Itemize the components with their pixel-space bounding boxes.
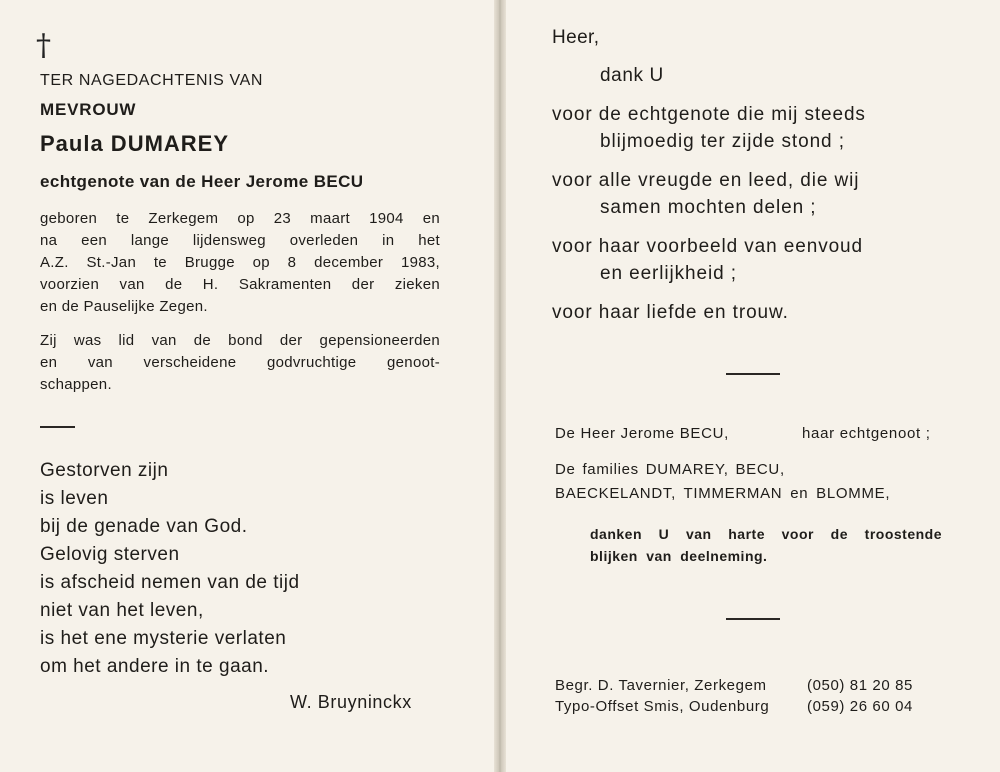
thanks-line: samen mochten delen ; [600, 197, 817, 218]
divider [40, 426, 75, 428]
poem-line: is het ene mysterie verlaten [40, 628, 287, 649]
poem-line: om het andere in te gaan. [40, 656, 270, 677]
poem-line: Gelovig sterven [40, 544, 180, 565]
closing-thanks-line: blijken van deelneming. [590, 548, 768, 564]
biography-line: en de Pauselijke Zegen. [40, 298, 208, 315]
biography-paragraph [40, 208, 440, 318]
membership-paragraph [40, 330, 440, 396]
closing-thanks [590, 523, 942, 567]
poem-line: is leven [40, 488, 109, 509]
poem-line: niet van het leven, [40, 600, 204, 621]
in-memory-heading: TER NAGEDACHTENIS VAN [40, 72, 263, 89]
printer-phone: (059) 26 60 04 [807, 698, 913, 715]
card-fold [494, 0, 506, 772]
thanks-line: en eerlijkheid ; [600, 263, 737, 284]
deceased-name: Paula DUMAREY [40, 131, 230, 156]
spouse-name: De Heer Jerome BECU, [555, 425, 730, 442]
thanks-opening: dank U [600, 65, 664, 86]
poem-author: W. Bruyninckx [290, 692, 412, 712]
divider [726, 618, 780, 620]
membership-line: Zij was lid van de bond der gepensioneerden [40, 332, 440, 349]
membership-line: en van verscheidene godvruchtige genoot- [40, 354, 440, 371]
closing-thanks-line: danken U van harte voor de troostende [590, 526, 942, 542]
thanks-line: voor alle vreugde en leed, die wij [552, 170, 860, 191]
thanks-line: voor haar voorbeeld van eenvoud [552, 236, 863, 257]
poem-line: Gestorven zijn [40, 460, 169, 481]
poem-line: is afscheid nemen van de tijd [40, 572, 300, 593]
undertaker-phone: (050) 81 20 85 [807, 677, 913, 694]
biography-line: na een lange lijdensweg overleden in het [40, 232, 440, 249]
membership-line: schappen. [40, 376, 112, 393]
spouse-role: haar echtgenoot ; [802, 425, 931, 442]
honorific: MEVROUW [40, 100, 137, 119]
poem-line: bij de genade van God. [40, 516, 248, 537]
thanks-line: blijmoedig ter zijde stond ; [600, 131, 845, 152]
biography-line: voorzien van de H. Sakramenten der zieken [40, 276, 440, 293]
cross-icon: † [36, 28, 51, 63]
spouse-line: echtgenote van de Heer Jerome BECU [40, 172, 364, 191]
thanks-line: voor haar liefde en trouw. [552, 302, 789, 323]
families-line: BAECKELANDT, TIMMERMAN en BLOMME, [555, 485, 891, 502]
divider [726, 373, 780, 375]
families-line: De families DUMAREY, BECU, [555, 461, 785, 478]
thanks-line: voor de echtgenote die mij steeds [552, 104, 866, 125]
undertaker-name: Begr. D. Tavernier, Zerkegem [555, 677, 767, 694]
poem [40, 457, 300, 681]
salutation: Heer, [552, 27, 600, 48]
biography-line: A.Z. St.-Jan te Brugge op 8 december 1983, [40, 254, 440, 271]
biography-line: geboren te Zerkegem op 23 maart 1904 en [40, 210, 440, 227]
printer-name: Typo-Offset Smis, Oudenburg [555, 698, 770, 715]
